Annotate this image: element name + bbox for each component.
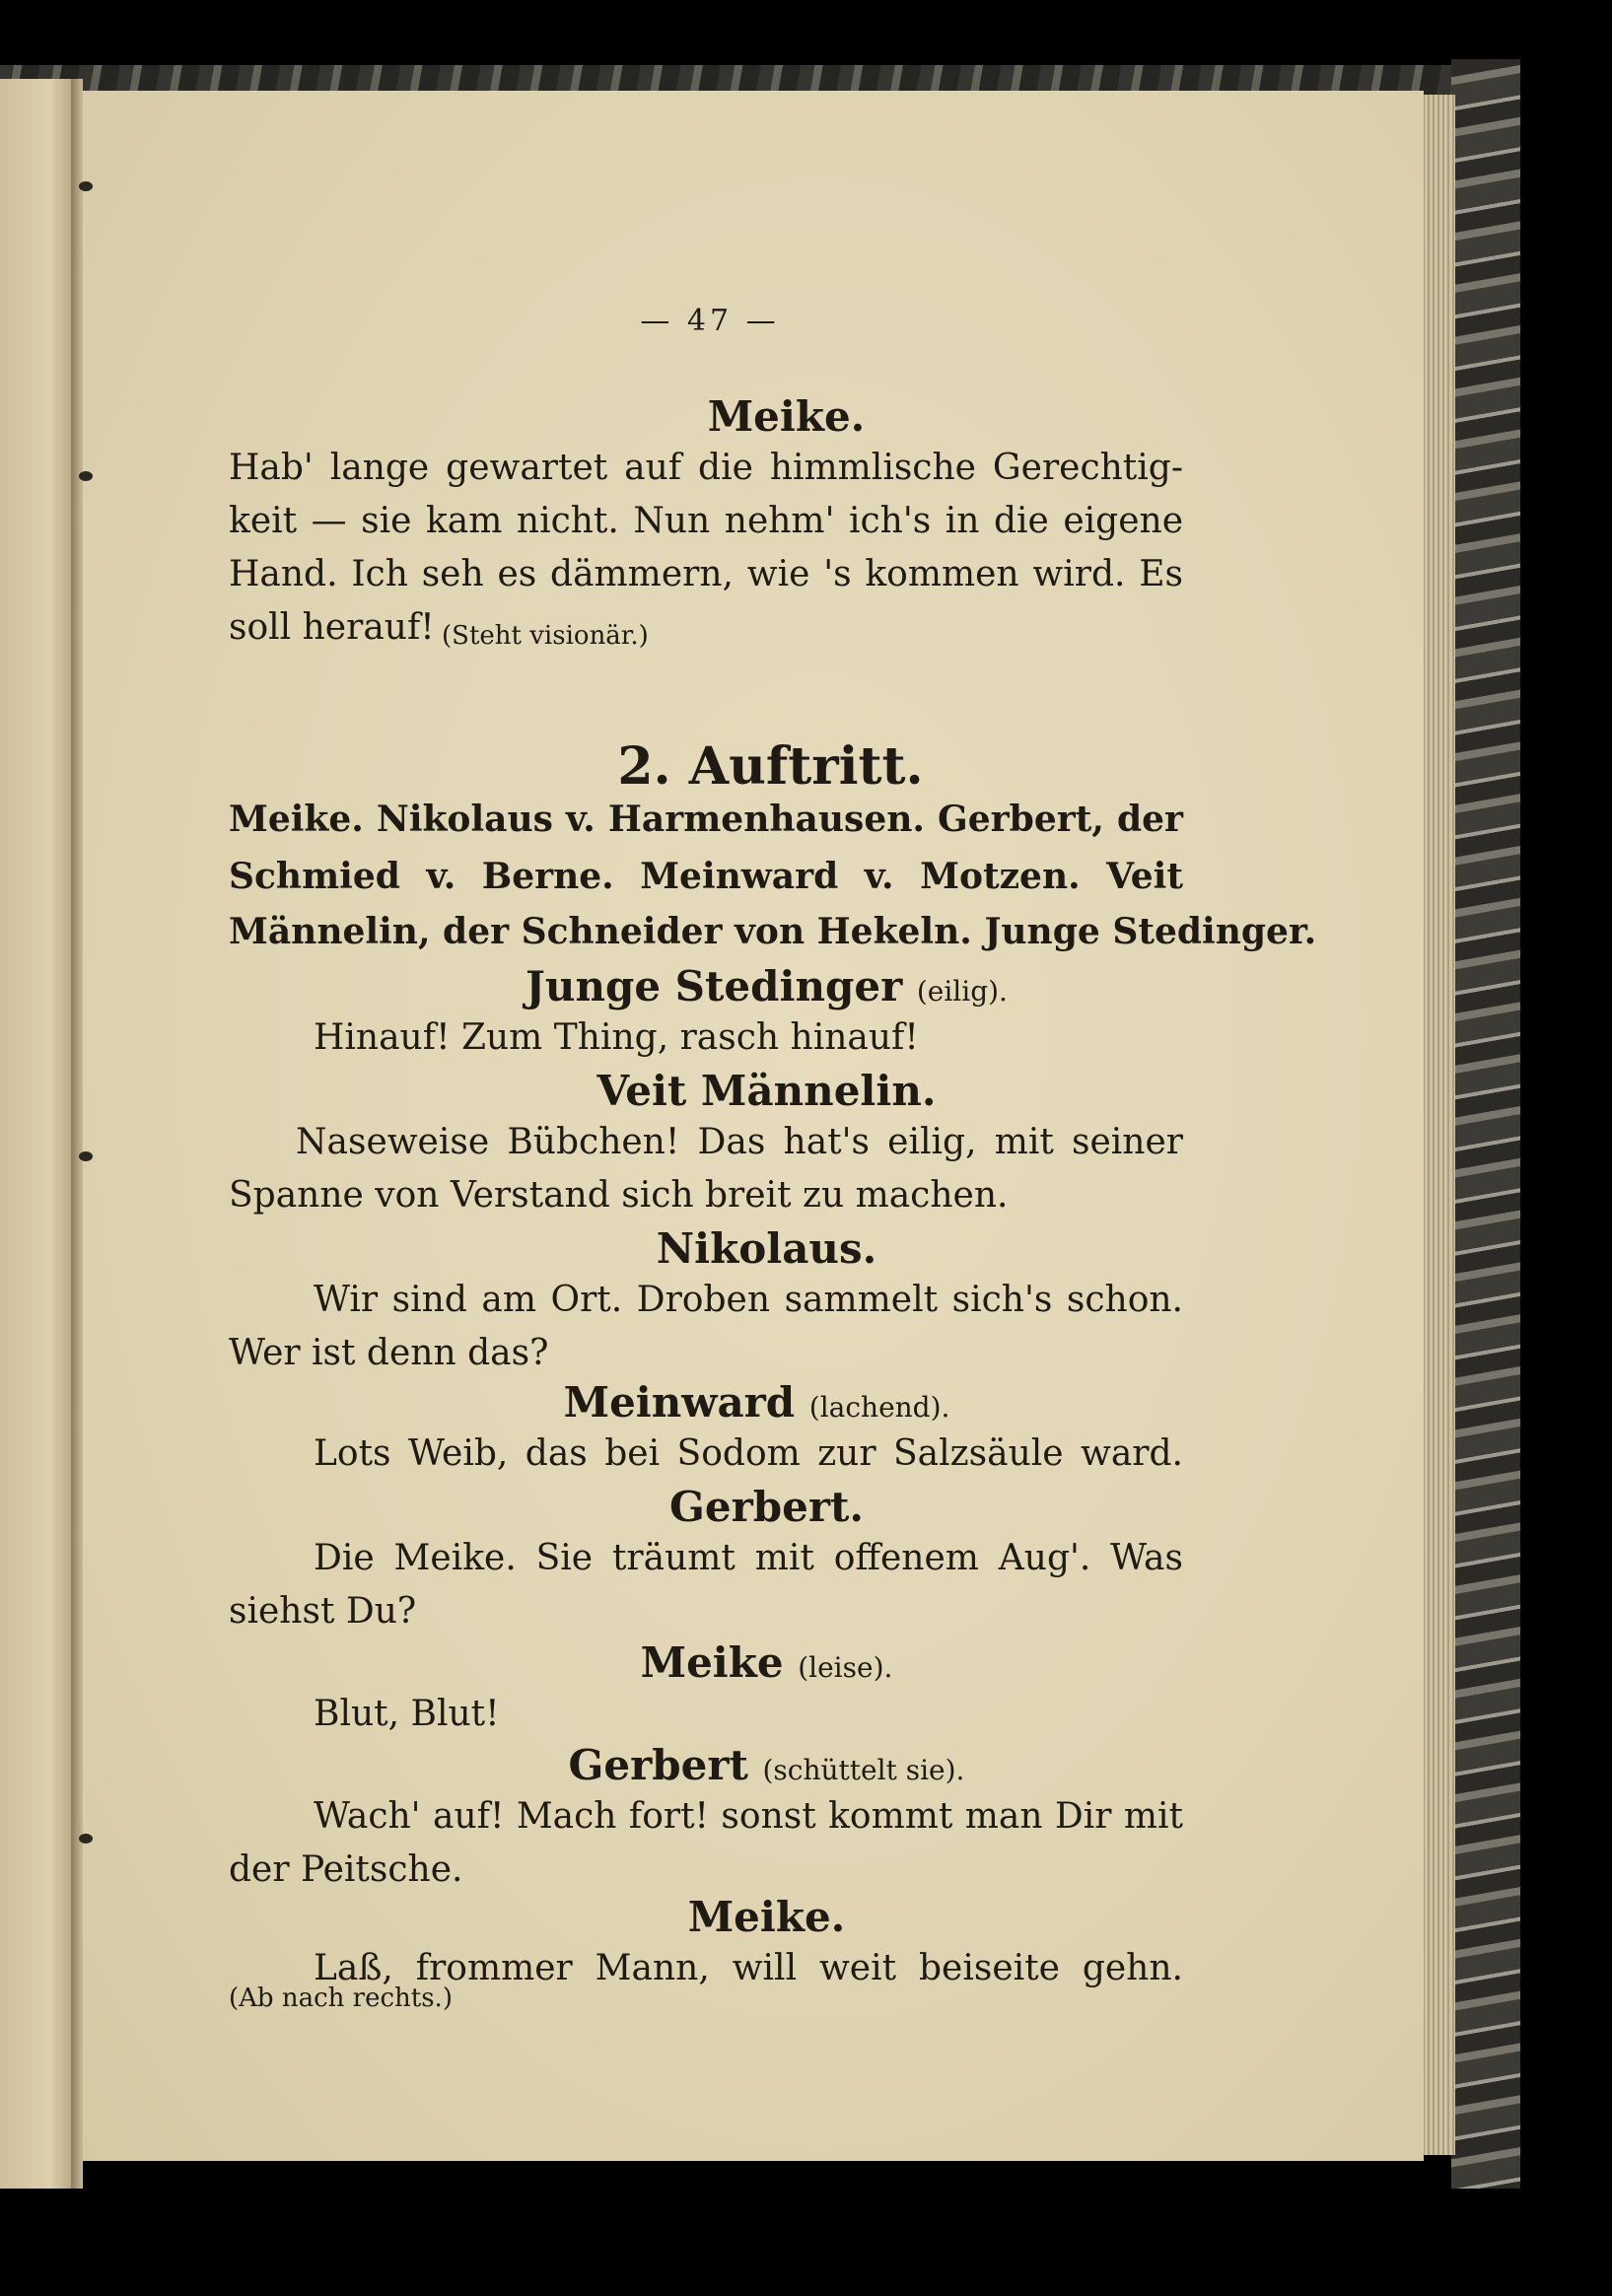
speaker-line xyxy=(0,1741,1573,1795)
speaker-name: Nikolaus. xyxy=(656,1224,877,1273)
cast-line: Meike. Nikolaus v. Harmenhausen. Gerbert, der xyxy=(229,799,1183,840)
dialogue-line: Blut, Blut! xyxy=(314,1694,500,1734)
dialogue-line: Spanne von Verstand sich breit zu machen. xyxy=(229,1175,1009,1216)
dialogue-line: Die Meike. Sie träumt mit offenem Aug'. Was xyxy=(314,1538,1183,1578)
text-line: soll herauf! xyxy=(229,607,435,648)
speaker-name: Meike. xyxy=(687,1893,846,1941)
text-line: keit — sie kam nicht. Nun nehm' ich's in die eigene xyxy=(229,501,1183,541)
dialogue-line: Wir sind am Ort. Droben sammelt sich's schon. xyxy=(314,1280,1183,1320)
speaker-name: Gerbert. xyxy=(669,1483,864,1531)
speaker-name: Meike. xyxy=(707,392,866,441)
dialogue-line: Wer ist denn das? xyxy=(229,1333,549,1373)
speaker-line xyxy=(0,1638,1573,1693)
cast-line: Schmied v. Berne. Meinward v. Motzen. Veit xyxy=(229,856,1183,897)
stage-direction: (Steht visionär.) xyxy=(442,621,649,651)
speaker-name: Gerbert xyxy=(568,1741,748,1789)
binding-hole-mark xyxy=(79,1151,93,1161)
dialogue-line: der Peitsche. xyxy=(229,1849,463,1890)
binding-hole-mark xyxy=(79,471,93,481)
text-line: Hand. Ich seh es dämmern, wie 's kommen wird. Es xyxy=(229,554,1183,594)
stage-direction: (leise). xyxy=(798,1651,893,1684)
binding-hole-mark xyxy=(79,1834,93,1844)
stage-direction: (Ab nach rechts.) xyxy=(229,1983,453,2013)
speaker-name: Meinward xyxy=(563,1378,796,1426)
dialogue-line: siehst Du? xyxy=(229,1591,417,1632)
speaker-name: Veit Männelin. xyxy=(596,1067,937,1115)
page-number: — 47 — xyxy=(640,304,780,338)
stage-direction: (eilig). xyxy=(916,975,1008,1008)
dialogue-line: Hinauf! Zum Thing, rasch hinauf! xyxy=(314,1017,919,1058)
binding-hole-mark xyxy=(79,181,93,191)
book-cover-right-edge xyxy=(1451,59,1520,2189)
speaker-name: Meike xyxy=(640,1638,784,1687)
dialogue-line: Naseweise Bübchen! Das hat's eilig, mit seiner xyxy=(296,1122,1183,1162)
speaker-line xyxy=(0,962,1573,1016)
speaker-name: Junge Stedinger xyxy=(526,962,903,1010)
dialogue-line: Laß, frommer Mann, will weit beiseite gehn. xyxy=(314,1948,1183,1988)
dialogue-line: Wach' auf! Mach fort! sonst kommt man Dir mit xyxy=(314,1796,1183,1837)
stage-direction: (lachend). xyxy=(808,1391,950,1424)
text-line: Hab' lange gewartet auf die himmlische Gerechtig- xyxy=(229,448,1183,488)
speaker-line xyxy=(0,1378,1563,1432)
cast-line: Männelin, der Schneider von Hekeln. Junge Stedinger. xyxy=(229,911,1317,952)
dialogue-line: Lots Weib, das bei Sodom zur Salzsäule ward. xyxy=(314,1433,1183,1474)
stage-direction: (schüttelt sie). xyxy=(762,1754,965,1786)
scene-title: 2. Auftritt. xyxy=(617,736,924,797)
